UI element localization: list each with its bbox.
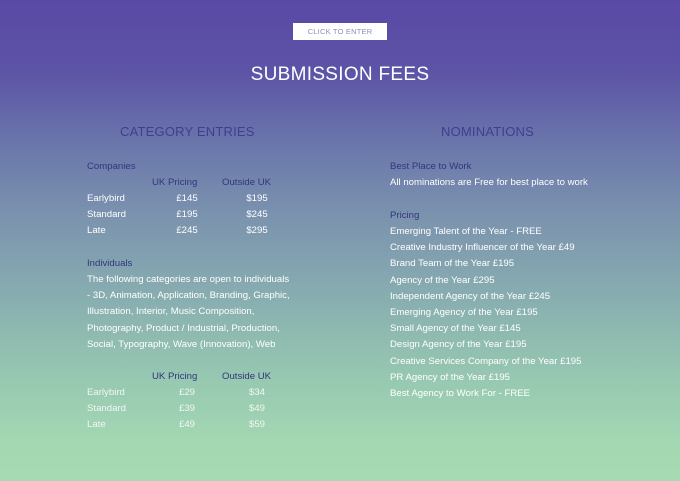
tier-name: Late bbox=[87, 225, 106, 236]
description-line: The following categories are open to individuals bbox=[87, 274, 290, 285]
category-entries-heading: CATEGORY ENTRIES bbox=[120, 124, 255, 139]
outside-uk-price: $245 bbox=[246, 209, 268, 220]
nomination-pricing-list bbox=[390, 224, 581, 402]
uk-pricing-header: UK Pricing bbox=[152, 177, 198, 188]
page-title: SUBMISSION FEES bbox=[250, 64, 430, 85]
list-item: PR Agency of the Year £195 bbox=[390, 371, 511, 383]
list-item: Best Agency to Work For - FREE bbox=[390, 388, 531, 400]
individuals-label: Individuals bbox=[87, 258, 133, 269]
uk-price: £29 bbox=[178, 387, 195, 398]
list-item: Agency of the Year £295 bbox=[390, 274, 495, 286]
list-item: Creative Industry Influencer of the Year £49 bbox=[390, 242, 575, 254]
uk-price: £49 bbox=[178, 419, 195, 430]
individuals-description bbox=[87, 272, 327, 353]
uk-price: £145 bbox=[176, 193, 198, 204]
list-item: Small Agency of the Year £145 bbox=[390, 323, 521, 335]
uk-price: £39 bbox=[178, 403, 195, 414]
list-item: Independent Agency of the Year £245 bbox=[390, 290, 551, 302]
description-line: Photography, Product / Industrial, Production, bbox=[87, 322, 280, 334]
uk-pricing-header: UK Pricing bbox=[152, 371, 198, 382]
outside-uk-price: $59 bbox=[248, 419, 265, 430]
uk-price: £245 bbox=[176, 225, 198, 236]
uk-price: £195 bbox=[176, 209, 198, 220]
list-item: Creative Services Company of the Year £195 bbox=[390, 355, 582, 367]
tier-name: Standard bbox=[87, 209, 126, 220]
outside-uk-header: Outside UK bbox=[222, 177, 272, 188]
list-item: Emerging Agency of the Year £195 bbox=[390, 307, 538, 319]
tier-name: Standard bbox=[87, 403, 126, 414]
list-item: Brand Team of the Year £195 bbox=[390, 258, 515, 270]
tier-name: Late bbox=[87, 419, 106, 430]
best-place-label: Best Place to Work bbox=[390, 161, 472, 172]
description-line: - 3D, Animation, Application, Branding, Graphic, bbox=[87, 290, 290, 302]
list-item: Design Agency of the Year £195 bbox=[390, 339, 527, 351]
best-place-text: All nominations are Free for best place to work bbox=[390, 177, 588, 188]
nominations-heading: NOMINATIONS bbox=[441, 124, 534, 139]
outside-uk-price: $49 bbox=[248, 403, 265, 414]
click-to-enter-button[interactable]: CLICK TO ENTER bbox=[293, 23, 387, 40]
pricing-label: Pricing bbox=[390, 210, 420, 221]
outside-uk-price: $295 bbox=[246, 225, 268, 236]
companies-label: Companies bbox=[87, 161, 136, 172]
list-item: Emerging Talent of the Year - FREE bbox=[390, 226, 542, 237]
tier-name: Earlybird bbox=[87, 387, 125, 398]
tier-name: Earlybird bbox=[87, 193, 125, 204]
outside-uk-price: $195 bbox=[246, 193, 268, 204]
description-line: Social, Typography, Wave (Innovation), Web bbox=[87, 338, 276, 350]
description-line: Illustration, Interior, Music Composition, bbox=[87, 306, 255, 318]
outside-uk-price: $34 bbox=[248, 387, 265, 398]
outside-uk-header: Outside UK bbox=[222, 371, 272, 382]
